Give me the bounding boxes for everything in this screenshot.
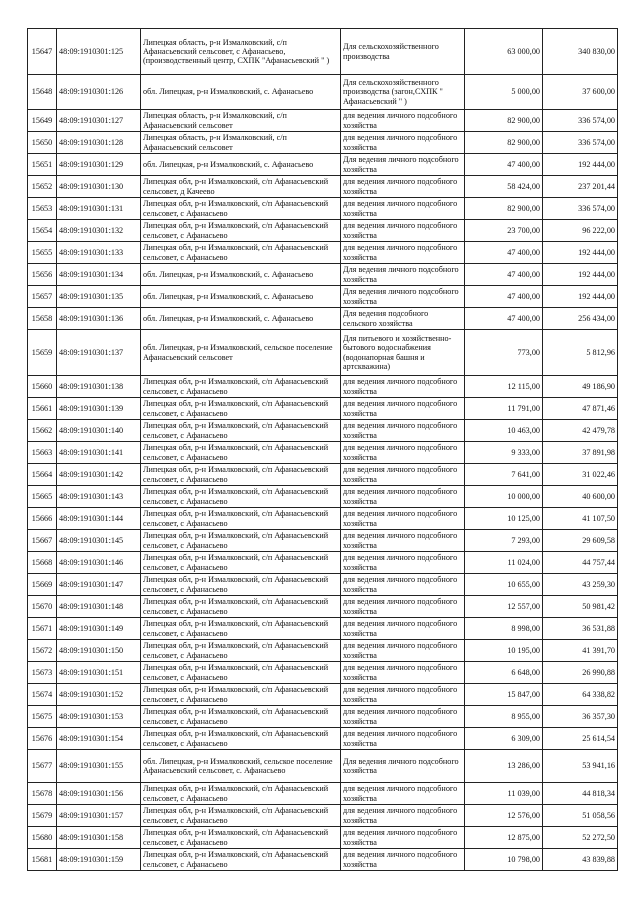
row-number: 15660	[28, 376, 57, 398]
row-number: 15651	[28, 154, 57, 176]
table-row	[28, 805, 618, 827]
cadastral-value-cell: 340 830,00	[543, 29, 618, 75]
table-row	[28, 827, 618, 849]
row-number: 15677	[28, 750, 57, 783]
row-number: 15663	[28, 442, 57, 464]
land-use-cell: для ведения личного подсобного хозяйства	[341, 574, 465, 596]
table-body	[28, 29, 618, 871]
area-cell: 47 400,00	[465, 154, 543, 176]
land-use-cell: для ведения личного подсобного хозяйства	[341, 220, 465, 242]
cadastral-value-cell: 29 609,58	[543, 530, 618, 552]
address-cell: Липецкая область, р-н Измалковский, с/п Афанасьевский сельсовет	[141, 110, 341, 132]
land-use-cell: для ведения личного подсобного хозяйства	[341, 596, 465, 618]
land-use-cell: для ведения личного подсобного хозяйства	[341, 198, 465, 220]
cadastral-number: 48:09:1910301:144	[57, 508, 141, 530]
row-number: 15676	[28, 728, 57, 750]
table-row	[28, 574, 618, 596]
address-cell: Липецкая обл, р-н Измалковский, с/п Афанасьевский сельсовет, с Афанасьево	[141, 552, 341, 574]
table-row	[28, 220, 618, 242]
cadastral-number: 48:09:1910301:135	[57, 286, 141, 308]
cadastral-number: 48:09:1910301:159	[57, 849, 141, 871]
address-cell: обл. Липецкая, р-н Измалковский, с. Афанасьево	[141, 286, 341, 308]
table-row	[28, 706, 618, 728]
land-use-cell: для ведения личного подсобного хозяйства	[341, 706, 465, 728]
table-row	[28, 508, 618, 530]
row-number: 15652	[28, 176, 57, 198]
cadastral-number: 48:09:1910301:132	[57, 220, 141, 242]
area-cell: 6 648,00	[465, 662, 543, 684]
land-use-cell: для ведения личного подсобного хозяйства	[341, 684, 465, 706]
row-number: 15680	[28, 827, 57, 849]
address-cell: обл. Липецкая, р-н Измалковский, с. Афанасьево	[141, 264, 341, 286]
row-number: 15678	[28, 783, 57, 805]
land-use-cell: для ведения личного подсобного хозяйства	[341, 805, 465, 827]
land-plots-table	[27, 28, 618, 871]
cadastral-value-cell: 96 222,00	[543, 220, 618, 242]
address-cell: Липецкая обл, р-н Измалковский, с/п Афанасьевский сельсовет, с Афанасьево	[141, 728, 341, 750]
cadastral-number: 48:09:1910301:137	[57, 330, 141, 376]
table-row	[28, 242, 618, 264]
table-row	[28, 286, 618, 308]
cadastral-number: 48:09:1910301:150	[57, 640, 141, 662]
area-cell: 7 641,00	[465, 464, 543, 486]
land-use-cell: для ведения личного подсобного хозяйства	[341, 783, 465, 805]
row-number: 15672	[28, 640, 57, 662]
area-cell: 63 000,00	[465, 29, 543, 75]
row-number: 15670	[28, 596, 57, 618]
cadastral-value-cell: 47 871,46	[543, 398, 618, 420]
area-cell: 11 024,00	[465, 552, 543, 574]
cadastral-number: 48:09:1910301:130	[57, 176, 141, 198]
address-cell: Липецкая обл, р-н Измалковский, с/п Афанасьевский сельсовет, с Афанасьево	[141, 618, 341, 640]
address-cell: Липецкая обл, р-н Измалковский, с/п Афанасьевский сельсовет, с Афанасьево	[141, 706, 341, 728]
address-cell: Липецкая обл, р-н Измалковский, с/п Афанасьевский сельсовет, с Афанасьево	[141, 662, 341, 684]
land-use-cell: для ведения личного подсобного хозяйства	[341, 530, 465, 552]
cadastral-number: 48:09:1910301:136	[57, 308, 141, 330]
cadastral-number: 48:09:1910301:158	[57, 827, 141, 849]
land-use-cell: для ведения личного подсобного хозяйства	[341, 376, 465, 398]
row-number: 15662	[28, 420, 57, 442]
land-use-cell: Для питьевого и хозяйственно-бытового водоснабжения (водонапорная башня и артскважина)	[341, 330, 465, 376]
area-cell: 12 576,00	[465, 805, 543, 827]
address-cell: Липецкая обл, р-н Измалковский, с/п Афанасьевский сельсовет, с Афанасьево	[141, 684, 341, 706]
table-row	[28, 308, 618, 330]
cadastral-value-cell: 51 058,56	[543, 805, 618, 827]
address-cell: Липецкая обл, р-н Измалковский, с/п Афанасьевский сельсовет, с Афанасьево	[141, 442, 341, 464]
table-row	[28, 464, 618, 486]
address-cell: обл. Липецкая, р-н Измалковский, с. Афанасьево	[141, 154, 341, 176]
land-use-cell: для ведения личного подсобного хозяйства	[341, 132, 465, 154]
cadastral-number: 48:09:1910301:131	[57, 198, 141, 220]
cadastral-value-cell: 37 600,00	[543, 75, 618, 110]
row-number: 15675	[28, 706, 57, 728]
area-cell: 6 309,00	[465, 728, 543, 750]
row-number: 15679	[28, 805, 57, 827]
land-use-cell: Для ведения подсобного сельского хозяйства	[341, 308, 465, 330]
cadastral-number: 48:09:1910301:142	[57, 464, 141, 486]
area-cell: 10 798,00	[465, 849, 543, 871]
cadastral-number: 48:09:1910301:129	[57, 154, 141, 176]
table-row	[28, 486, 618, 508]
area-cell: 58 424,00	[465, 176, 543, 198]
row-number: 15666	[28, 508, 57, 530]
address-cell: Липецкая обл, р-н Измалковский, с/п Афанасьевский сельсовет, с Афанасьево	[141, 220, 341, 242]
row-number: 15681	[28, 849, 57, 871]
area-cell: 82 900,00	[465, 198, 543, 220]
row-number: 15656	[28, 264, 57, 286]
table-row	[28, 330, 618, 376]
area-cell: 10 125,00	[465, 508, 543, 530]
land-use-cell: для ведения личного подсобного хозяйства	[341, 486, 465, 508]
cadastral-value-cell: 42 479,78	[543, 420, 618, 442]
row-number: 15671	[28, 618, 57, 640]
cadastral-value-cell: 49 186,90	[543, 376, 618, 398]
address-cell: Липецкая обл, р-н Измалковский, с/п Афанасьевский сельсовет, с Афанасьево	[141, 574, 341, 596]
cadastral-value-cell: 192 444,00	[543, 286, 618, 308]
cadastral-value-cell: 40 600,00	[543, 486, 618, 508]
area-cell: 82 900,00	[465, 110, 543, 132]
cadastral-number: 48:09:1910301:127	[57, 110, 141, 132]
table-row	[28, 552, 618, 574]
document-page	[27, 28, 617, 871]
cadastral-number: 48:09:1910301:139	[57, 398, 141, 420]
cadastral-number: 48:09:1910301:155	[57, 750, 141, 783]
address-cell: Липецкая обл, р-н Измалковский, с/п Афанасьевский сельсовет, с Афанасьево	[141, 849, 341, 871]
row-number: 15655	[28, 242, 57, 264]
land-use-cell: Для сельскохозяйственного производства (загон,СХПК " Афанасьевский " )	[341, 75, 465, 110]
land-use-cell: для ведения личного подсобного хозяйства	[341, 442, 465, 464]
land-use-cell: для ведения личного подсобного хозяйства	[341, 464, 465, 486]
cadastral-number: 48:09:1910301:141	[57, 442, 141, 464]
table-row	[28, 75, 618, 110]
cadastral-number: 48:09:1910301:154	[57, 728, 141, 750]
cadastral-value-cell: 192 444,00	[543, 264, 618, 286]
row-number: 15664	[28, 464, 57, 486]
land-use-cell: для ведения личного подсобного хозяйства	[341, 662, 465, 684]
land-use-cell: для ведения личного подсобного хозяйства	[341, 110, 465, 132]
table-row	[28, 264, 618, 286]
area-cell: 82 900,00	[465, 132, 543, 154]
row-number: 15674	[28, 684, 57, 706]
table-row	[28, 640, 618, 662]
address-cell: Липецкая обл, р-н Измалковский, с/п Афанасьевский сельсовет, с Афанасьево	[141, 827, 341, 849]
table-row	[28, 684, 618, 706]
cadastral-number: 48:09:1910301:140	[57, 420, 141, 442]
address-cell: Липецкая обл, р-н Измалковский, с/п Афанасьевский сельсовет, с Афанасьево	[141, 805, 341, 827]
area-cell: 5 000,00	[465, 75, 543, 110]
table-row	[28, 530, 618, 552]
table-row	[28, 618, 618, 640]
cadastral-value-cell: 52 272,50	[543, 827, 618, 849]
cadastral-number: 48:09:1910301:126	[57, 75, 141, 110]
table-row	[28, 198, 618, 220]
cadastral-number: 48:09:1910301:152	[57, 684, 141, 706]
table-row	[28, 596, 618, 618]
cadastral-value-cell: 43 259,30	[543, 574, 618, 596]
address-cell: Липецкая обл, р-н Измалковский, с/п Афанасьевский сельсовет, с Афанасьево	[141, 376, 341, 398]
cadastral-value-cell: 336 574,00	[543, 132, 618, 154]
address-cell: Липецкая обл, р-н Измалковский, с/п Афанасьевский сельсовет, с Афанасьево	[141, 198, 341, 220]
address-cell: Липецкая обл, р-н Измалковский, с/п Афанасьевский сельсовет, с Афанасьево	[141, 596, 341, 618]
row-number: 15668	[28, 552, 57, 574]
cadastral-number: 48:09:1910301:148	[57, 596, 141, 618]
cadastral-number: 48:09:1910301:157	[57, 805, 141, 827]
row-number: 15658	[28, 308, 57, 330]
table-row	[28, 728, 618, 750]
table-row	[28, 376, 618, 398]
area-cell: 8 998,00	[465, 618, 543, 640]
cadastral-number: 48:09:1910301:134	[57, 264, 141, 286]
address-cell: Липецкая обл, р-н Измалковский, с/п Афанасьевский сельсовет, с Афанасьево	[141, 420, 341, 442]
table-row	[28, 29, 618, 75]
land-use-cell: для ведения личного подсобного хозяйства	[341, 420, 465, 442]
cadastral-value-cell: 44 757,44	[543, 552, 618, 574]
cadastral-value-cell: 336 574,00	[543, 110, 618, 132]
row-number: 15649	[28, 110, 57, 132]
area-cell: 11 039,00	[465, 783, 543, 805]
area-cell: 13 286,00	[465, 750, 543, 783]
cadastral-number: 48:09:1910301:128	[57, 132, 141, 154]
cadastral-number: 48:09:1910301:143	[57, 486, 141, 508]
cadastral-value-cell: 192 444,00	[543, 154, 618, 176]
land-use-cell: для ведения личного подсобного хозяйства	[341, 176, 465, 198]
area-cell: 10 655,00	[465, 574, 543, 596]
address-cell: Липецкая обл, р-н Измалковский, с/п Афанасьевский сельсовет, с Афанасьево	[141, 398, 341, 420]
cadastral-value-cell: 43 839,88	[543, 849, 618, 871]
row-number: 15648	[28, 75, 57, 110]
land-use-cell: для ведения личного подсобного хозяйства	[341, 827, 465, 849]
area-cell: 7 293,00	[465, 530, 543, 552]
cadastral-number: 48:09:1910301:125	[57, 29, 141, 75]
table-row	[28, 442, 618, 464]
address-cell: обл. Липецкая, р-н Измалковский, сельское поселение Афанасьевский сельсовет	[141, 330, 341, 376]
table-row	[28, 750, 618, 783]
cadastral-value-cell: 237 201,44	[543, 176, 618, 198]
land-use-cell: для ведения личного подсобного хозяйства	[341, 618, 465, 640]
table-row	[28, 662, 618, 684]
cadastral-value-cell: 36 357,30	[543, 706, 618, 728]
row-number: 15654	[28, 220, 57, 242]
land-use-cell: Для ведения личного подсобного хозяйства	[341, 154, 465, 176]
cadastral-number: 48:09:1910301:133	[57, 242, 141, 264]
area-cell: 10 463,00	[465, 420, 543, 442]
address-cell: Липецкая обл, р-н Измалковский, с/п Афанасьевский сельсовет, с Афанасьево	[141, 486, 341, 508]
cadastral-value-cell: 50 981,42	[543, 596, 618, 618]
cadastral-value-cell: 53 941,16	[543, 750, 618, 783]
table-row	[28, 420, 618, 442]
cadastral-number: 48:09:1910301:138	[57, 376, 141, 398]
address-cell: Липецкая обл, р-н Измалковский, с/п Афанасьевский сельсовет, д Качеево	[141, 176, 341, 198]
land-use-cell: Для ведения личного подсобного хозяйства	[341, 264, 465, 286]
area-cell: 10 195,00	[465, 640, 543, 662]
land-use-cell: для ведения личного подсобного хозяйства	[341, 849, 465, 871]
row-number: 15665	[28, 486, 57, 508]
address-cell: Липецкая обл, р-н Измалковский, с/п Афанасьевский сельсовет, с Афанасьево	[141, 508, 341, 530]
land-use-cell: для ведения личного подсобного хозяйства	[341, 640, 465, 662]
table-row	[28, 849, 618, 871]
area-cell: 9 333,00	[465, 442, 543, 464]
table-row	[28, 110, 618, 132]
cadastral-value-cell: 256 434,00	[543, 308, 618, 330]
cadastral-value-cell: 192 444,00	[543, 242, 618, 264]
area-cell: 773,00	[465, 330, 543, 376]
cadastral-value-cell: 37 891,98	[543, 442, 618, 464]
cadastral-value-cell: 336 574,00	[543, 198, 618, 220]
cadastral-value-cell: 44 818,34	[543, 783, 618, 805]
address-cell: Липецкая обл, р-н Измалковский, с/п Афанасьевский сельсовет, с Афанасьево	[141, 640, 341, 662]
row-number: 15650	[28, 132, 57, 154]
land-use-cell: Для сельскохозяйственного производства	[341, 29, 465, 75]
cadastral-value-cell: 36 531,88	[543, 618, 618, 640]
cadastral-number: 48:09:1910301:156	[57, 783, 141, 805]
land-use-cell: для ведения личного подсобного хозяйства	[341, 508, 465, 530]
row-number: 15667	[28, 530, 57, 552]
address-cell: Липецкая область, р-н Измалковский, с/п Афанасьевский сельсовет	[141, 132, 341, 154]
address-cell: Липецкая обл, р-н Измалковский, с/п Афанасьевский сельсовет, с Афанасьево	[141, 530, 341, 552]
area-cell: 12 875,00	[465, 827, 543, 849]
cadastral-value-cell: 5 812,96	[543, 330, 618, 376]
address-cell: обл. Липецкая, р-н Измалковский, с. Афанасьево	[141, 308, 341, 330]
area-cell: 15 847,00	[465, 684, 543, 706]
area-cell: 47 400,00	[465, 242, 543, 264]
cadastral-number: 48:09:1910301:147	[57, 574, 141, 596]
row-number: 15659	[28, 330, 57, 376]
address-cell: Липецкая обл, р-н Измалковский, с/п Афанасьевский сельсовет, с Афанасьево	[141, 242, 341, 264]
row-number: 15653	[28, 198, 57, 220]
address-cell: Липецкая область, р-н Измалковский, с/п Афанасьевский сельсовет, с Афанасьево, (производственный центр, СХПК "Афанасьевский " )	[141, 29, 341, 75]
area-cell: 8 955,00	[465, 706, 543, 728]
cadastral-number: 48:09:1910301:149	[57, 618, 141, 640]
row-number: 15669	[28, 574, 57, 596]
cadastral-value-cell: 41 107,50	[543, 508, 618, 530]
row-number: 15647	[28, 29, 57, 75]
cadastral-value-cell: 41 391,70	[543, 640, 618, 662]
address-cell: обл. Липецкая, р-н Измалковский, с. Афанасьево	[141, 75, 341, 110]
table-row	[28, 154, 618, 176]
area-cell: 47 400,00	[465, 308, 543, 330]
land-use-cell: для ведения личного подсобного хозяйства	[341, 398, 465, 420]
table-row	[28, 398, 618, 420]
cadastral-number: 48:09:1910301:145	[57, 530, 141, 552]
land-use-cell: для ведения личного подсобного хозяйства	[341, 728, 465, 750]
land-use-cell: Для ведения личного подсобного хозяйства	[341, 750, 465, 783]
address-cell: обл. Липецкая, р-н Измалковский, сельское поселение Афанасьевский сельсовет, с. Афанасьево	[141, 750, 341, 783]
land-use-cell: для ведения личного подсобного хозяйства	[341, 242, 465, 264]
area-cell: 11 791,00	[465, 398, 543, 420]
land-use-cell: для ведения личного подсобного хозяйства	[341, 552, 465, 574]
cadastral-number: 48:09:1910301:146	[57, 552, 141, 574]
table-row	[28, 132, 618, 154]
row-number: 15673	[28, 662, 57, 684]
land-use-cell: Для ведения личного подсобного хозяйства	[341, 286, 465, 308]
cadastral-value-cell: 64 338,82	[543, 684, 618, 706]
row-number: 15661	[28, 398, 57, 420]
cadastral-value-cell: 25 614,54	[543, 728, 618, 750]
cadastral-value-cell: 26 990,88	[543, 662, 618, 684]
cadastral-number: 48:09:1910301:153	[57, 706, 141, 728]
cadastral-value-cell: 31 022,46	[543, 464, 618, 486]
table-row	[28, 176, 618, 198]
table-row	[28, 783, 618, 805]
row-number: 15657	[28, 286, 57, 308]
area-cell: 23 700,00	[465, 220, 543, 242]
address-cell: Липецкая обл, р-н Измалковский, с/п Афанасьевский сельсовет, с Афанасьево	[141, 783, 341, 805]
cadastral-number: 48:09:1910301:151	[57, 662, 141, 684]
area-cell: 47 400,00	[465, 286, 543, 308]
area-cell: 10 000,00	[465, 486, 543, 508]
area-cell: 47 400,00	[465, 264, 543, 286]
address-cell: Липецкая обл, р-н Измалковский, с/п Афанасьевский сельсовет, с Афанасьево	[141, 464, 341, 486]
area-cell: 12 115,00	[465, 376, 543, 398]
area-cell: 12 557,00	[465, 596, 543, 618]
